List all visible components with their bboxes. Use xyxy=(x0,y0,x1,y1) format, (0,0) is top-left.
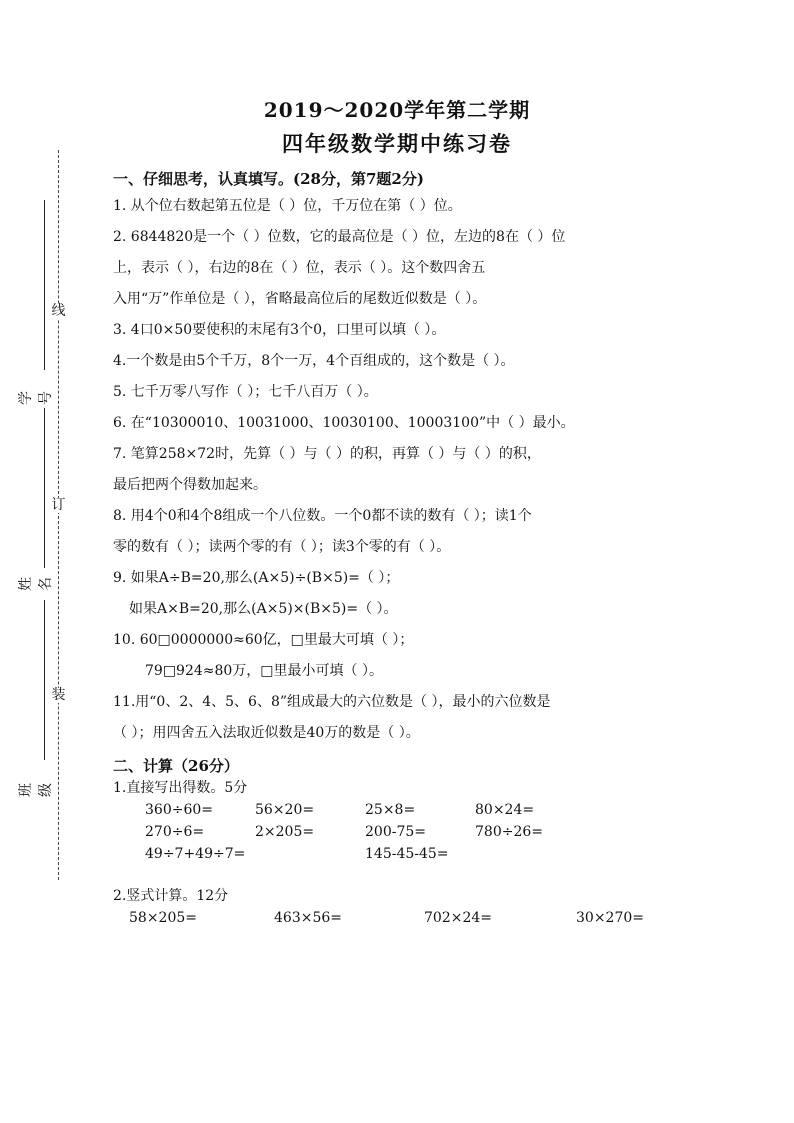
exam-content xyxy=(113,167,703,929)
section1-heading: 一、仔细思考，认真填写。(28分，第7题2分) xyxy=(113,170,424,188)
binding-word-line: 线 xyxy=(51,303,66,319)
student-number-line xyxy=(44,200,45,370)
question-line: （ ）；用四舍五入法取近似数是40万的数是（ ）。 xyxy=(113,725,420,741)
question-line: 4.一个数是由5个千万，8个一万，4个百组成的，这个数是（ ）。 xyxy=(113,353,515,369)
calc-item: 2×205= xyxy=(255,824,315,840)
question-line: 6. 在“10300010、10031000、10030100、10003100”中（ ）最小。 xyxy=(113,415,575,431)
calc-item: 56×20= xyxy=(255,802,315,818)
student-number-label: 学号 xyxy=(18,391,54,405)
student-name-line xyxy=(44,408,45,568)
question-line: 3. 4口0×50要使积的末尾有3个0，口里可以填（ ）。 xyxy=(113,322,446,338)
question-line: 8. 用4个0和4个8组成一个八位数。一个0都不读的数有（ ）；读1个 xyxy=(113,508,532,524)
binding-word-order: 订 xyxy=(51,497,66,513)
direct-calc-grid xyxy=(145,799,703,865)
direct-calc-label: 1.直接写出得数。5分 xyxy=(113,780,248,796)
calc-item: 49÷7+49÷7= xyxy=(145,846,246,862)
vertical-calc-item: 30×270= xyxy=(576,910,644,926)
vertical-calc-label: 2.竖式计算。12分 xyxy=(113,888,229,904)
question-line: 10. 60□0000000≈60亿，□里最大可填（ ）； xyxy=(113,632,414,648)
calc-item: 780÷26= xyxy=(475,824,543,840)
class-label: 班级 xyxy=(18,783,54,797)
question-line: 上，表示（ ），右边的8在（ ）位，表示（ ）。这个数四舍五 xyxy=(113,260,486,276)
calc-item: 360÷60= xyxy=(145,802,213,818)
binding-dashed-line xyxy=(58,150,59,880)
question-line: 79□924≈80万，□里最小可填（ ）。 xyxy=(145,663,383,679)
calc-item: 80×24= xyxy=(475,802,535,818)
calc-item: 270÷6= xyxy=(145,824,205,840)
vertical-calc-row xyxy=(129,907,703,929)
calc-item: 200-75= xyxy=(365,824,426,840)
question-line: 零的数有（ ）；读两个零的有（ ）；读3个零的有（ ）。 xyxy=(113,539,451,555)
binding-word-bind: 装 xyxy=(51,687,66,703)
question-line: 入用“万”作单位是（ ），省略最高位后的尾数近似数是（ ）。 xyxy=(113,291,487,307)
question-line: 2. 6844820是一个（ ）位数，它的最高位是（ ）位，左边的8在（ ）位 xyxy=(113,229,566,245)
vertical-calc-item: 58×205= xyxy=(129,910,197,926)
exam-title-year: 2019～2020学年第二学期 xyxy=(263,98,531,122)
question-line: 最后把两个得数加起来。 xyxy=(113,477,267,493)
question-line: 5. 七千万零八写作（ ）；七千八百万（ ）。 xyxy=(113,384,378,400)
calc-item: 145-45-45= xyxy=(365,846,449,862)
question-line: 11.用“0、2、4、5、6、8”组成最大的六位数是（ ），最小的六位数是 xyxy=(113,694,551,710)
calc-item xyxy=(475,843,585,865)
calc-item: 25×8= xyxy=(365,802,416,818)
calc-item xyxy=(255,843,365,865)
question-line: 9. 如果A÷B=20,那么(A×5)÷(B×5)=（ ）； xyxy=(113,570,400,586)
student-name-label: 姓名 xyxy=(18,577,54,591)
section2-heading: 二、计算（26分） xyxy=(113,757,239,775)
question-line: 如果A×B=20,那么(A×5)×(B×5)=（ ）。 xyxy=(129,601,398,617)
vertical-calc-item: 463×56= xyxy=(274,910,342,926)
vertical-calc-item: 702×24= xyxy=(424,910,492,926)
class-line xyxy=(44,600,45,760)
question-line: 7. 笔算258×72时，先算（ ）与（ ）的积，再算（ ）与（ ）的积， xyxy=(113,446,541,462)
exam-title-name: 四年级数学期中练习卷 xyxy=(282,131,512,156)
question-line: 1. 从个位右数起第五位是（ ）位，千万位在第（ ）位。 xyxy=(113,198,462,214)
